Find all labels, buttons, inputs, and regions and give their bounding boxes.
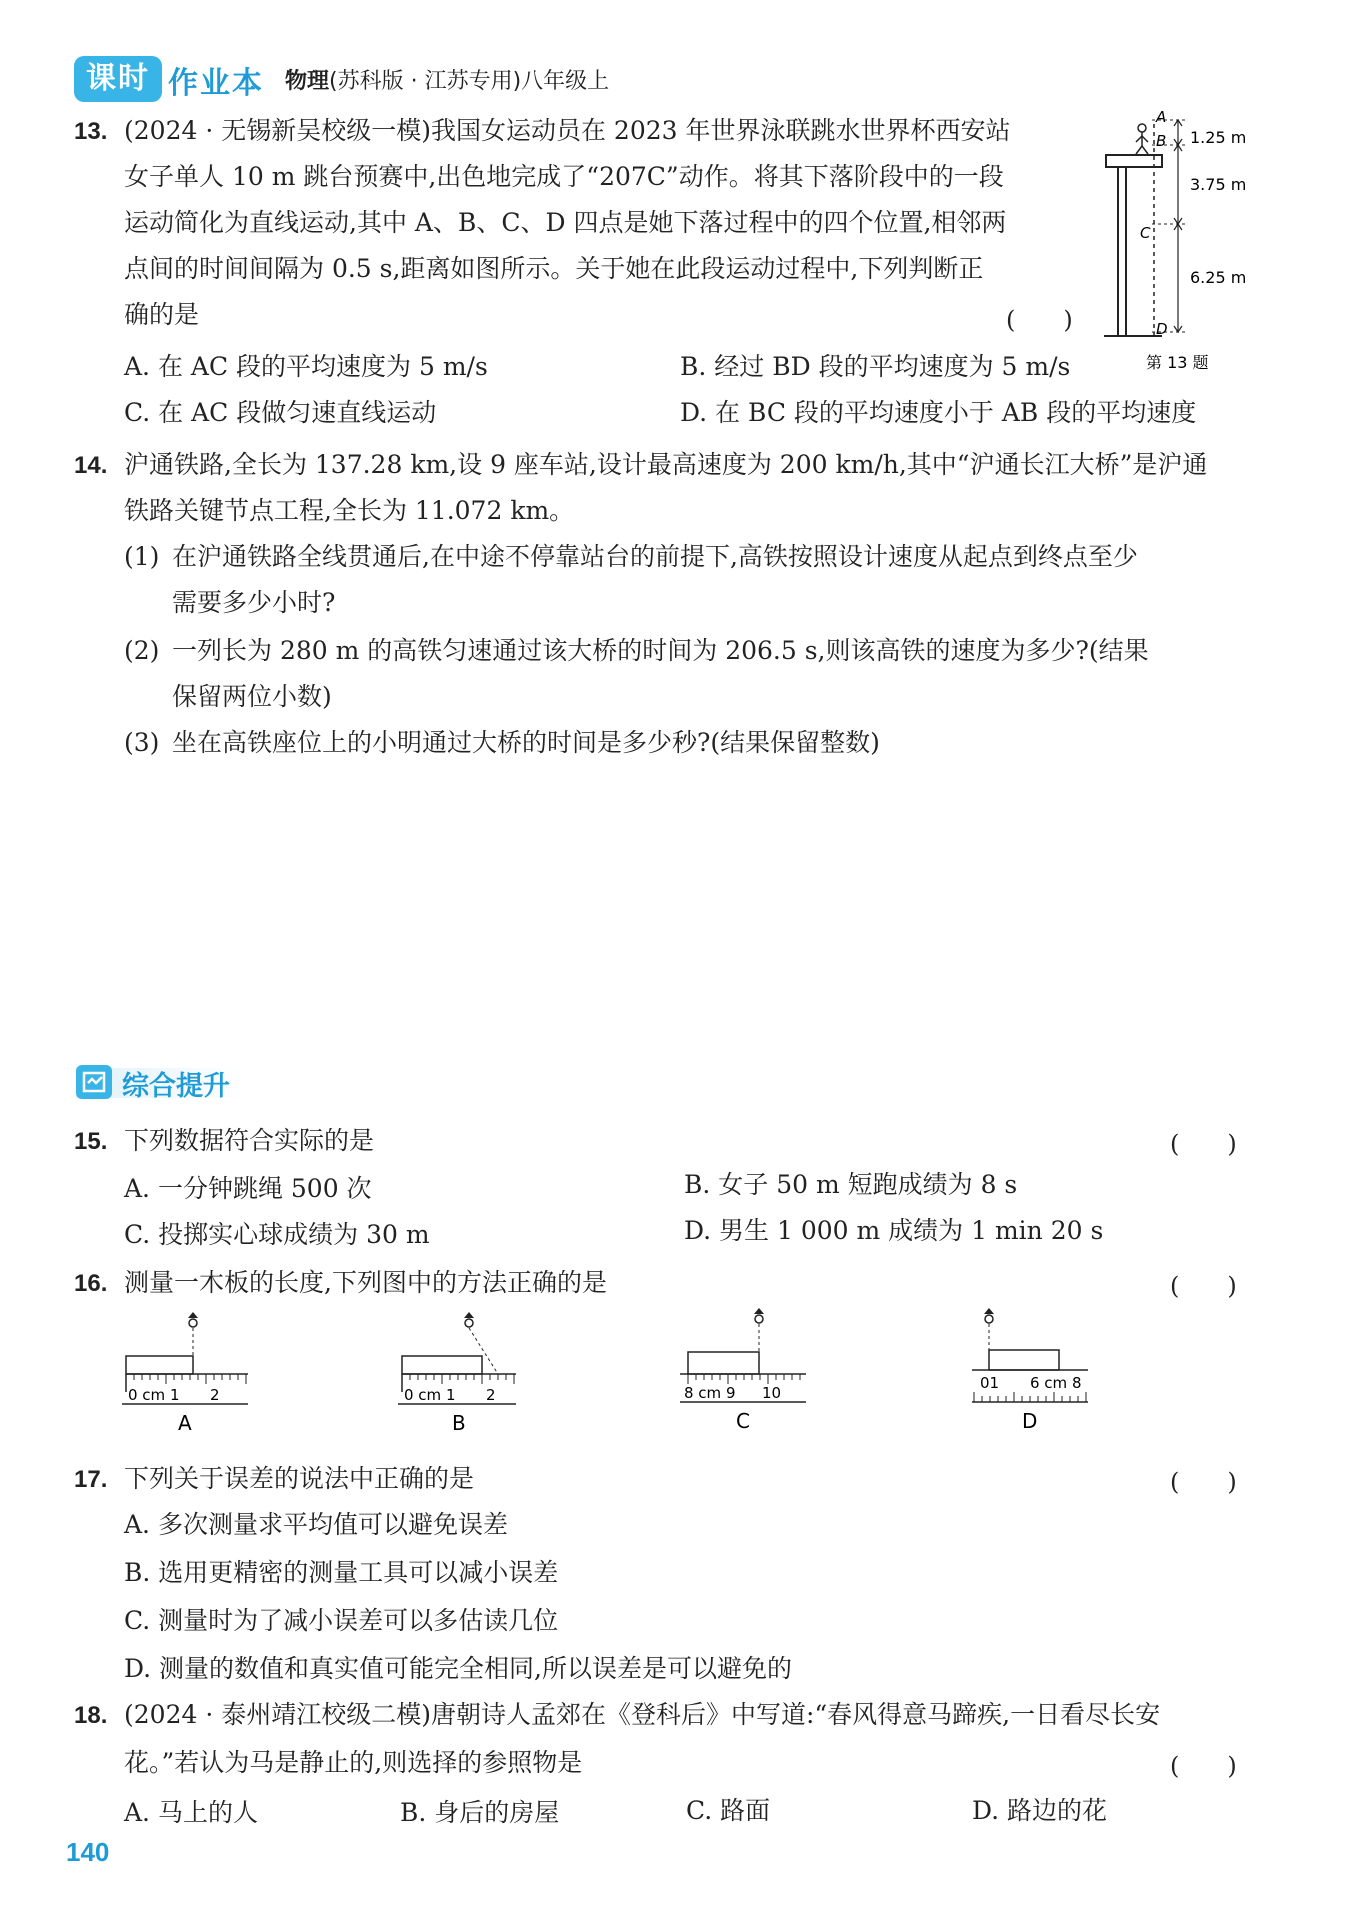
q16-stem: 测量一木板的长度,下列图中的方法正确的是: [124, 1268, 607, 1297]
ruler-ticks: [126, 1374, 246, 1384]
q13-diving-figure: [1096, 110, 1296, 380]
distance-cd-label: 6.25 m: [1190, 268, 1247, 287]
scale-label-start: 0 cm 1: [404, 1386, 456, 1404]
q13-number: 13.: [74, 118, 108, 145]
q17-number: 17.: [74, 1466, 108, 1493]
q18-option-c: C. 路面: [686, 1796, 771, 1825]
scale-label-start: 0 cm 1: [128, 1386, 180, 1404]
q14-sub1-label: (1): [124, 542, 160, 571]
wood-board: [126, 1356, 193, 1374]
q14-sub1-line-1: 在沪通铁路全线贯通后,在中途不停靠站台的前提下,高铁按照设计速度从起点到终点至少: [172, 542, 1138, 571]
scale-label-end: 2: [486, 1386, 496, 1404]
q13-line-2: 女子单人 10 m 跳台预赛中,出色地完成了“207C”动作。将其下落阶段中的一段: [124, 162, 1004, 191]
q14-number: 14.: [74, 452, 108, 479]
q15-option-d: D. 男生 1 000 m 成绩为 1 min 20 s: [684, 1216, 1104, 1245]
scale-label-start: 8 cm 9: [684, 1384, 736, 1402]
q16-number: 16.: [74, 1270, 108, 1297]
q17-stem: 下列关于误差的说法中正确的是: [124, 1464, 475, 1493]
point-a-label: A: [1156, 110, 1167, 126]
q16-answer-paren: ( ): [1170, 1272, 1237, 1300]
header-subtitle: [285, 64, 609, 95]
q18-option-b: B. 身后的房屋: [400, 1798, 560, 1827]
header-edition: (苏科版 · 江苏专用)八年级上: [329, 69, 610, 94]
header-title: 作业本: [168, 66, 264, 101]
q15-option-c: C. 投掷实心球成绩为 30 m: [124, 1220, 430, 1249]
q17-answer-paren: ( ): [1170, 1468, 1237, 1496]
scale-label-start: 01: [980, 1374, 1000, 1392]
header-badge: 课时: [74, 56, 162, 102]
section-icon: [76, 1065, 112, 1099]
q15-stem: 下列数据符合实际的是: [124, 1126, 375, 1155]
distance-ab-label: 1.25 m: [1190, 128, 1247, 147]
scale-label-end: 10: [762, 1384, 782, 1402]
q17-option-c: C. 测量时为了减小误差可以多估读几位: [124, 1606, 559, 1635]
distance-bc-label: 3.75 m: [1190, 175, 1247, 194]
q13-option-b: B. 经过 BD 段的平均速度为 5 m/s: [680, 352, 1071, 381]
q18-answer-paren: ( ): [1170, 1752, 1237, 1780]
q14-sub2-label: (2): [124, 636, 160, 665]
figure-label: B: [452, 1411, 466, 1435]
q15-answer-paren: ( ): [1170, 1130, 1237, 1158]
point-c-label: C: [1140, 224, 1151, 242]
q16-figure-d: [958, 1306, 1098, 1436]
q16-figure-c: [676, 1306, 816, 1436]
eye-icon: [465, 1319, 473, 1327]
section-title: 综合提升: [122, 1071, 230, 1102]
header-subject: 物理: [285, 69, 330, 94]
q13-figure-caption: 第 13 题: [1146, 353, 1209, 372]
q17-option-d: D. 测量的数值和真实值可能完全相同,所以误差是可以避免的: [124, 1654, 792, 1683]
scale-label-end: 2: [210, 1386, 220, 1404]
figure-label: C: [736, 1409, 750, 1433]
eye-icon: [755, 1315, 763, 1323]
wood-board: [989, 1350, 1059, 1370]
q18-line-2: 花。”若认为马是静止的,则选择的参照物是: [124, 1748, 583, 1777]
q14-line-1: 沪通铁路,全长为 137.28 km,设 9 座车站,设计最高速度为 200 km/h,其中“沪通长江大桥”是沪通: [124, 450, 1208, 479]
ruler-ticks: [688, 1374, 800, 1384]
q17-option-a: A. 多次测量求平均值可以避免误差: [124, 1510, 508, 1539]
q15-option-a: A. 一分钟跳绳 500 次: [124, 1174, 372, 1203]
q16-figure-a: [118, 1310, 258, 1440]
diver-icon: [1138, 124, 1146, 132]
q13-option-a: A. 在 AC 段的平均速度为 5 m/s: [124, 352, 488, 381]
q13-option-c: C. 在 AC 段做匀速直线运动: [124, 398, 437, 427]
figure-label: A: [178, 1411, 192, 1435]
q14-sub3-label: (3): [124, 728, 160, 757]
eye-icon: [189, 1319, 197, 1327]
q14-sub3-line-1: 坐在高铁座位上的小明通过大桥的时间是多少秒?(结果保留整数): [172, 728, 880, 757]
eye-icon: [985, 1315, 993, 1323]
q14-line-2: 铁路关键节点工程,全长为 11.072 km。: [124, 496, 575, 525]
q18-number: 18.: [74, 1702, 108, 1729]
figure-label: D: [1022, 1409, 1038, 1433]
q14-sub2-line-1: 一列长为 280 m 的高铁匀速通过该大桥的时间为 206.5 s,则该高铁的速度为多少?(结果: [172, 636, 1149, 665]
q13-answer-paren: ( ): [1006, 306, 1073, 334]
q15-option-b: B. 女子 50 m 短跑成绩为 8 s: [684, 1170, 1018, 1199]
wood-board: [402, 1356, 482, 1374]
q17-option-b: B. 选用更精密的测量工具可以减小误差: [124, 1558, 559, 1587]
point-b-label: B: [1156, 132, 1167, 150]
ruler-ticks: [402, 1374, 514, 1384]
page-number: 140: [66, 1837, 110, 1867]
q13-line-5: 确的是: [124, 300, 200, 329]
scale-label-end: 6 cm 8: [1030, 1374, 1082, 1392]
q18-option-a: A. 马上的人: [124, 1798, 258, 1827]
q16-figure-b: [394, 1310, 534, 1440]
q18-option-d: D. 路边的花: [972, 1796, 1108, 1825]
q13-line-3: 运动简化为直线运动,其中 A、B、C、D 四点是她下落过程中的四个位置,相邻两: [124, 208, 1007, 237]
ruler-ticks: [974, 1392, 1086, 1402]
q15-number: 15.: [74, 1128, 108, 1155]
q14-sub1-line-2: 需要多少小时?: [172, 588, 336, 617]
q18-line-1: (2024 · 泰州靖江校级二模)唐朝诗人孟郊在《登科后》中写道:“春风得意马蹄疾,一日看尽长安: [124, 1700, 1161, 1729]
q13-option-d: D. 在 BC 段的平均速度小于 AB 段的平均速度: [680, 398, 1197, 427]
q13-line-1: (2024 · 无锡新吴校级一模)我国女运动员在 2023 年世界泳联跳水世界杯西安站: [124, 116, 1011, 145]
q13-line-4: 点间的时间间隔为 0.5 s,距离如图所示。关于她在此段运动过程中,下列判断正: [124, 254, 984, 283]
point-d-label: D: [1156, 320, 1168, 338]
wood-board: [688, 1352, 759, 1374]
q14-sub2-line-2: 保留两位小数): [172, 682, 332, 711]
